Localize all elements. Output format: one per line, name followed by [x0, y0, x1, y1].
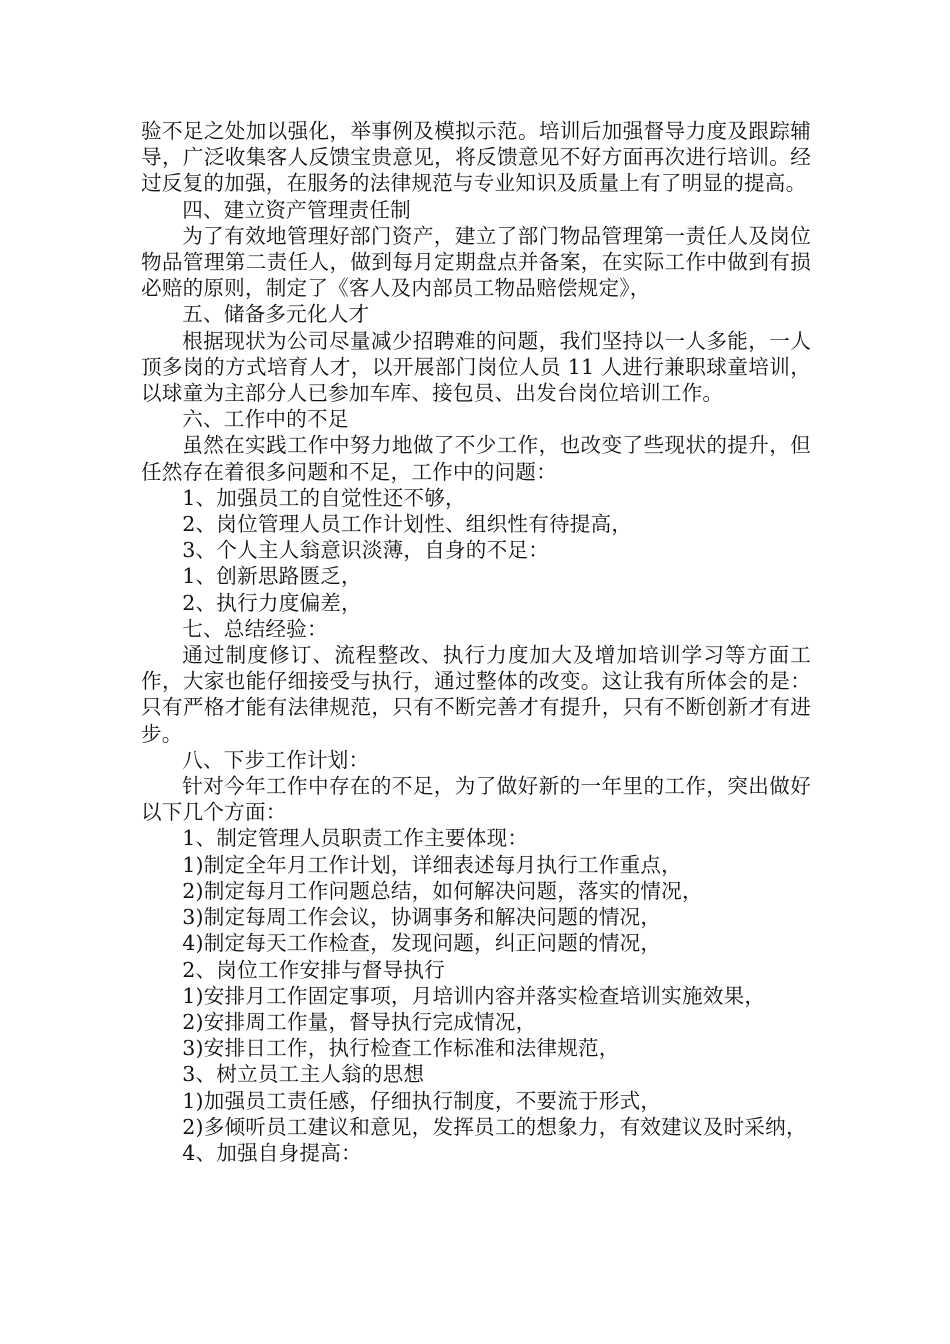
list-item: 2、岗位管理人员工作计划性、组织性有待提高，: [182, 512, 633, 537]
list-item: 3、个人主人翁意识淡薄，自身的不足：: [182, 538, 549, 563]
list-item: 3、树立员工主人翁的思想: [182, 1062, 425, 1087]
list-item: 3)安排日工作，执行检查工作标准和法律规范，: [182, 1036, 620, 1061]
list-item: 1)制定全年月工作计划，详细表述每月执行工作重点，: [182, 852, 682, 877]
list-item: 2)安排周工作量，督导执行完成情况，: [182, 1009, 537, 1034]
list-item: 1、创新思路匮乏，: [182, 564, 362, 589]
document-body: [141, 118, 811, 1166]
paragraph-talent-reserve: 根据现状为公司尽量减少招聘难的问题，我们坚持以一人多能，一人顶多岗的方式培育人才，以开展部门岗位人员 11 人进行兼职球童培训，以球童为主部分人已参加车库、接包员、出发台岗位培训工作。: [141, 328, 811, 406]
list-item: 1、加强员工的自觉性还不够，: [182, 485, 466, 510]
list-item: 4、加强自身提高：: [182, 1140, 362, 1165]
list-item: 4)制定每天工作检查，发现问题，纠正问题的情况，: [182, 931, 662, 956]
paragraph-continuation: 验不足之处加以强化，举事例及模拟示范。培训后加强督导力度及跟踪辅导，广泛收集客人反馈宝贵意见，将反馈意见不好方面再次进行培训。经过反复的加强，在服务的法律规范与专业知识及质量上有了明显的提高。: [141, 119, 811, 196]
list-item: 1、制定管理人员职责工作主要体现：: [182, 826, 529, 851]
list-item: 2、执行力度偏差，: [182, 590, 362, 615]
paragraph-next-plan: 针对今年工作中存在的不足，为了做好新的一年里的工作，突出做好以下几个方面：: [141, 774, 811, 825]
paragraph-shortcomings: 虽然在实践工作中努力地做了不少工作，也改变了些现状的提升，但任然存在着很多问题和不足，工作中的问题：: [141, 433, 811, 484]
list-item: 1)加强员工责任感，仔细执行制度，不要流于形式，: [182, 1088, 662, 1113]
list-item: 3)制定每周工作会议，协调事务和解决问题的情况，: [182, 905, 662, 930]
list-item: 2)多倾听员工建议和意见，发挥员工的想象力，有效建议及时采纳，: [182, 1114, 807, 1139]
paragraph-asset-management: 为了有效地管理好部门资产，建立了部门物品管理第一责任人及岗位物品管理第二责任人，做到每月定期盘点并备案，在实际工作中做到有损必赔的原则，制定了《客人及内部员工物品赔偿规定》，: [141, 223, 811, 301]
list-item: 2)制定每月工作问题总结，如何解决问题，落实的情况，: [182, 878, 703, 903]
section-heading-talent-reserve: 五、储备多元化人才: [182, 302, 370, 327]
paragraph-experience: 通过制度修订、流程整改、执行力度加大及增加培训学习等方面工作，大家也能仔细接受与执行，通过整体的改变。这让我有所体会的是：只有严格才能有法律规范，只有不断完善才有提升，只有不断创新才有进步。: [141, 643, 811, 746]
section-heading-asset-management: 四、建立资产管理责任制: [182, 197, 411, 222]
section-heading-experience: 七、总结经验：: [182, 616, 328, 641]
section-heading-shortcomings: 六、工作中的不足: [182, 407, 349, 432]
list-item: 2、岗位工作安排与督导执行: [182, 957, 446, 982]
list-item: 1)安排月工作固定事项，月培训内容并落实检查培训实施效果，: [182, 983, 766, 1008]
section-heading-next-plan: 八、下步工作计划：: [182, 747, 370, 772]
